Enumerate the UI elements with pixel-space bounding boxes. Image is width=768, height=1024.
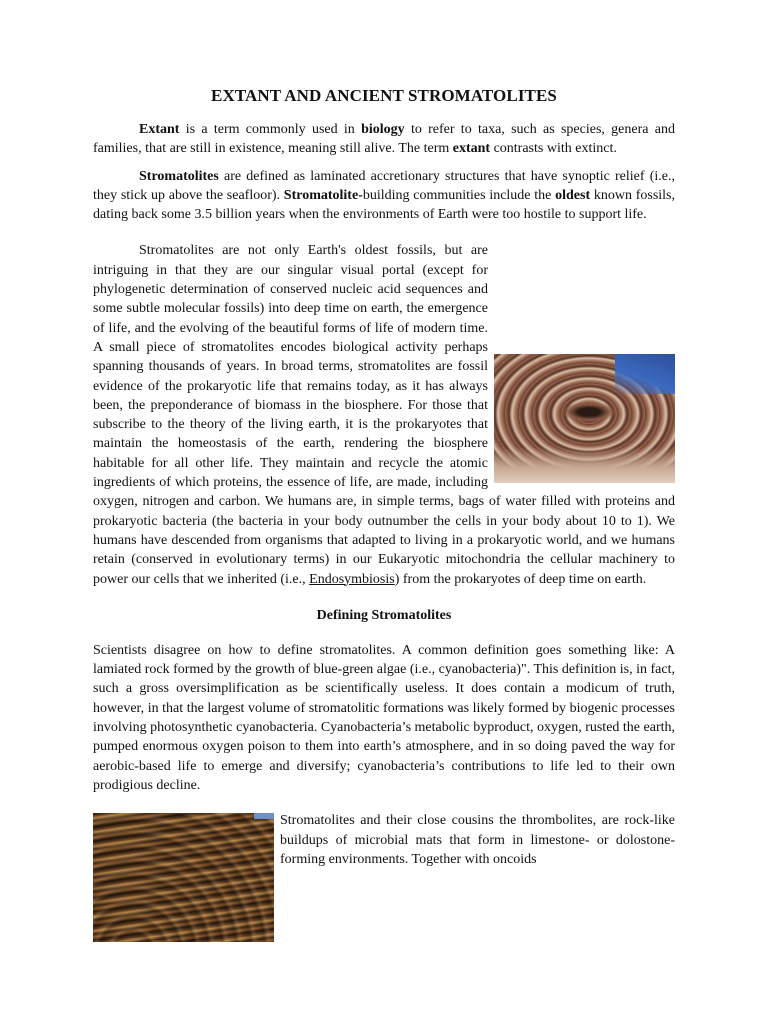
stromatolite-photo-closeup [494, 354, 675, 483]
paragraph-thrombolites: Stromatolites and their close cousins the thrombolites, are rock-like buildups of microbial mats that form in limestone- or dolostone-forming environments. Together with oncoids [280, 813, 675, 867]
paragraph-oldest-fossils: Stromatolites are not only Earth's oldest fossils, but are intriguing in that they are our singular visual portal (except for phylogenetic determination of conserved nucleic acid sequences and some subtle molecular fossils) into deep time on earth, the emergence of life, and the evolving of the beautiful forms of life of modern time. A small piece of stromatolites encodes biological activity perhaps spanning thousands of years. In broad terms, stromatolites are fossil evidence of the prokaryotic life that remains today, as it has always been, the preponderance of biomass in the biosphere. For those that subscribe to the theory of the living earth, it is the prokaryotes that maintain the homeostasis of the earth, rendering the biosphere habitable for all other life. They maintain and recycle the atomic ingredients of which proteins, the essence of life, are made, including oxygen, nitrogen and carbon. We humans are, in simple terms, bags of water filled with proteins and prokaryotic bacteria (the bacteria in your body outnumber the cells in your body about 10 to 1). We humans have descended from organisms that adapted to living in a prokaryotic world, and we humans retain (conserved in evolutionary terms) in our Eukaryotic mitochondria the cellular machinery to power our cells that we inherited (i.e., Endosymbiosis) from the prokaryotes of deep time on earth. [93, 243, 675, 587]
paragraph-stromatolites-definition: Stromatolites are defined as laminated accretionary structures that have synoptic relief (i.e., they stick up above the seafloor). Stromatolite-building communities include the oldest known fossils, dating back some 3.5 billion years when the environments of Earth were too hostile to support life. [93, 168, 676, 223]
page-title: EXTANT AND ANCIENT STROMATOLITES [211, 86, 557, 105]
section-heading-defining: Defining Stromatolites [316, 607, 452, 623]
figure-text-block [93, 811, 675, 942]
stromatolite-photo-layers [93, 813, 274, 942]
document-page [93, 86, 675, 942]
paragraph-extant: Extant is a term commonly used in biology to refer to taxa, such as species, genera and families, that are still in existence, meaning still alive. The term extant contrasts with extinct. [93, 122, 675, 157]
endosymbiosis-link[interactable]: Endosymbiosis [309, 571, 395, 587]
paragraph-defining: Scientists disagree on how to define stromatolites. A common definition goes something like: A lamiated rock formed by the growth of blue-green algae (i.e., cyanobacteria)". This definition is, in fact, such a gross oversimplification as be scientifically useless. It does contain a modicum of truth, however, in that the largest volume of stromatolitic formations was likely formed by biogenic processes involving photosynthetic cyanobacteria. Cyanobacteria’s metabolic byproduct, oxygen, rusted the earth, pumped enormous oxygen poison to them into earth’s atmosphere, and in so doing paved the way for aerobic-based life to emerge and diversify; cyanobacteria’s contributions to life led to their own prodigious decline. [93, 642, 675, 793]
